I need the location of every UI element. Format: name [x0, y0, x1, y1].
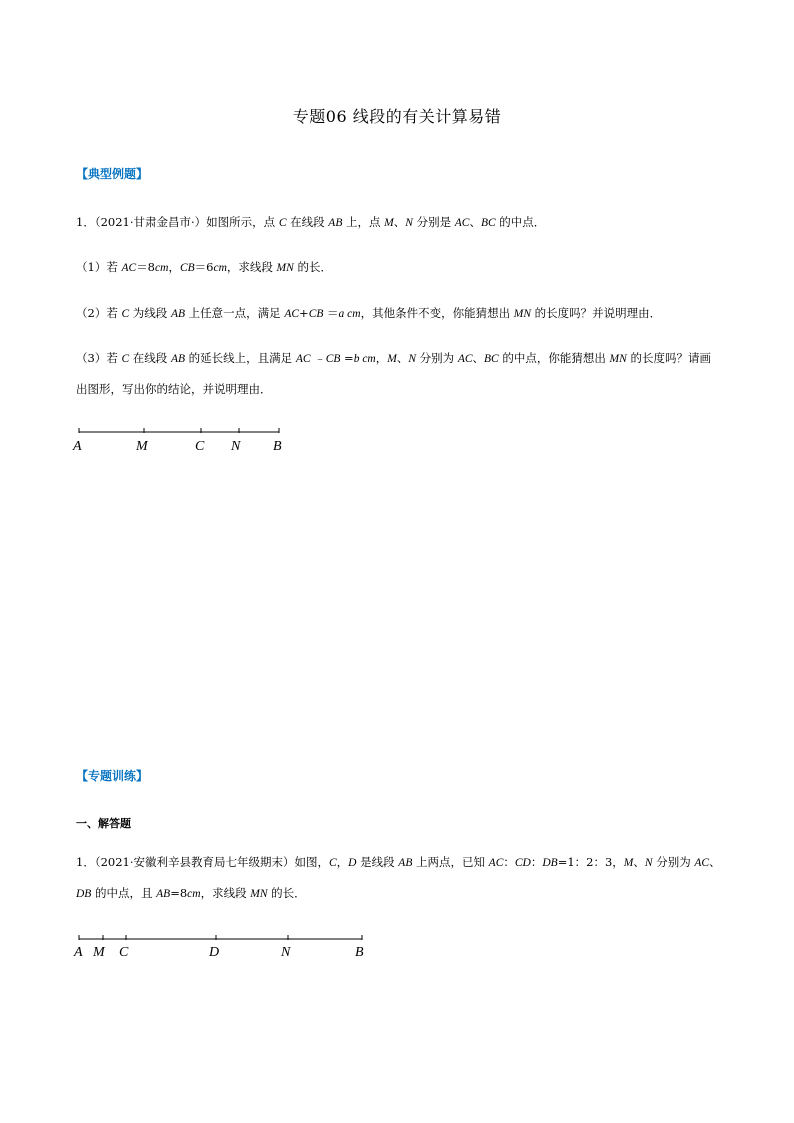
label-a: A: [74, 945, 83, 960]
training-problem-line1: 1．（2021·安徽利辛县教育局七年级期末）如图，C，D 是线段 AB 上两点，已知 AC：CD：DB=1：2：3，M、N 分别为 AC、: [76, 855, 721, 869]
example-problem-intro: 1．（2021·甘肃金昌市·）如图所示，点 C 在线段 AB 上，点 M、N 分别是 AC、BC 的中点．: [76, 215, 546, 229]
label-m: M: [93, 945, 105, 960]
section-example-heading: 【典型例题】: [76, 167, 149, 181]
section-training-heading: 【专题训练】: [76, 769, 149, 783]
label-n: N: [231, 439, 241, 454]
page-title: 专题06 线段的有关计算易错: [292, 107, 502, 126]
label-c: C: [195, 439, 205, 454]
example-question-3: （3）若 C 在线段 AB 的延长线上，且满足 AC ﹣CB =b cm，M、N 分别为 AC、BC 的中点，你能猜想出 MN 的长度吗？请画: [76, 351, 711, 365]
label-b: B: [273, 439, 282, 454]
label-b: B: [355, 945, 364, 960]
segment-figure-example: [70, 425, 300, 457]
label-a: A: [73, 439, 82, 454]
segment-figure-training: [70, 931, 370, 963]
training-problem-line2: DB 的中点，且 AB=8cm，求线段 MN 的长．: [76, 886, 306, 900]
label-n: N: [281, 945, 291, 960]
example-question-2: （2）若 C 为线段 AB 上任意一点，满足 AC+CB ＝a cm，其他条件不变，你能猜想出 MN 的长度吗？并说明理由．: [76, 306, 662, 320]
label-d: D: [209, 945, 220, 960]
label-c: C: [119, 945, 129, 960]
subsection-answer-questions: 一、解答题: [76, 817, 131, 830]
label-m: M: [136, 439, 148, 454]
example-question-3-line2: 出图形，写出你的结论，并说明理由．: [76, 382, 272, 396]
example-question-1: （1）若 AC＝8cm，CB＝6cm，求线段 MN 的长．: [76, 260, 332, 274]
